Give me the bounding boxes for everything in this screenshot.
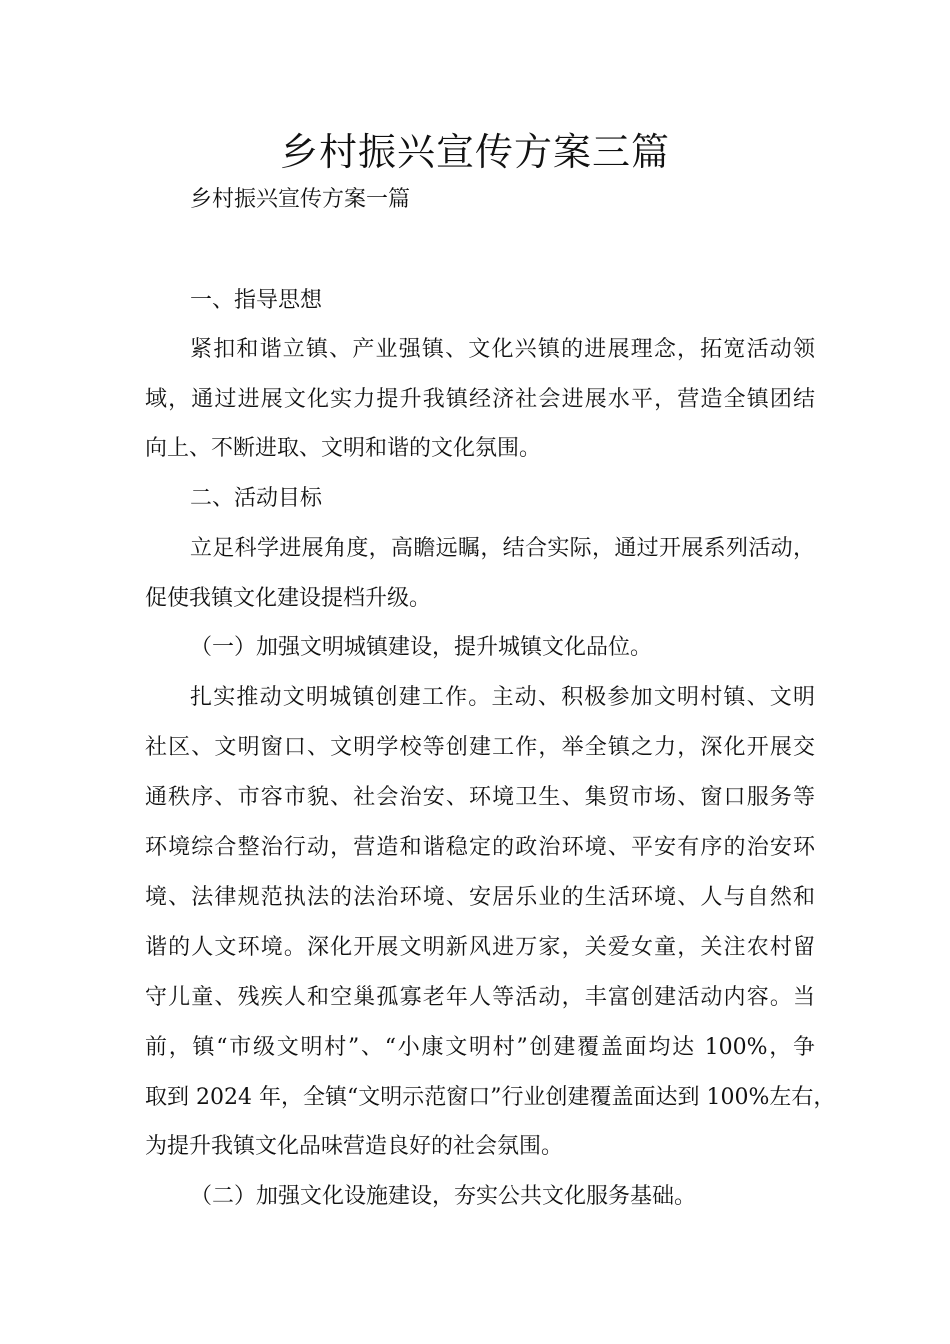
paragraph-line: 扎实推动文明城镇创建工作。主动、积极参加文明村镇、文明 bbox=[190, 685, 815, 710]
paragraph-line: 立足科学进展角度，高瞻远瞩，结合实际，通过开展系列活动， bbox=[190, 536, 815, 561]
paragraph-line: 守儿童、残疾人和空巢孤寡老年人等活动，丰富创建活动内容。当 bbox=[145, 985, 815, 1010]
subsection-heading-1: （一）加强文明城镇建设，提升城镇文化品位。 bbox=[190, 635, 653, 660]
document-subtitle: 乡村振兴宣传方案一篇 bbox=[190, 187, 411, 212]
paragraph-line: 紧扣和谐立镇、产业强镇、文化兴镇的进展理念，拓宽活动领 bbox=[190, 337, 815, 362]
section-heading-1: 一、指导思想 bbox=[190, 288, 323, 313]
paragraph-line: 为提升我镇文化品味营造良好的社会氛围。 bbox=[145, 1134, 564, 1159]
paragraph-line: 前，镇“市级文明村”、“小康文明村”创建覆盖面均达 100%，争 bbox=[145, 1035, 815, 1060]
paragraph-line: 域，通过进展文化实力提升我镇经济社会进展水平，营造全镇团结 bbox=[145, 387, 815, 412]
section-heading-2: 二、活动目标 bbox=[190, 486, 323, 511]
paragraph-line: 谐的人文环境。深化开展文明新风进万家，关爱女童，关注农村留 bbox=[145, 935, 815, 960]
paragraph-line: 通秩序、市容市貌、社会治安、环境卫生、集贸市场、窗口服务等 bbox=[145, 785, 815, 810]
paragraph-line: 环境综合整治行动，营造和谐稳定的政治环境、平安有序的治安环 bbox=[145, 835, 815, 860]
paragraph-line: 向上、不断进取、文明和谐的文化氛围。 bbox=[145, 436, 542, 461]
paragraph-line: 境、法律规范执法的法治环境、安居乐业的生活环境、人与自然和 bbox=[145, 885, 815, 910]
document-title: 乡村振兴宣传方案三篇 bbox=[279, 130, 670, 174]
paragraph-line: 取到 2024 年，全镇“文明示范窗口”行业创建覆盖面达到 100%左右， bbox=[145, 1085, 836, 1110]
subsection-heading-2: （二）加强文化设施建设，夯实公共文化服务基础。 bbox=[190, 1184, 697, 1209]
paragraph-line: 社区、文明窗口、文明学校等创建工作，举全镇之力，深化开展交 bbox=[145, 735, 815, 760]
paragraph-line: 促使我镇文化建设提档升级。 bbox=[145, 586, 432, 611]
